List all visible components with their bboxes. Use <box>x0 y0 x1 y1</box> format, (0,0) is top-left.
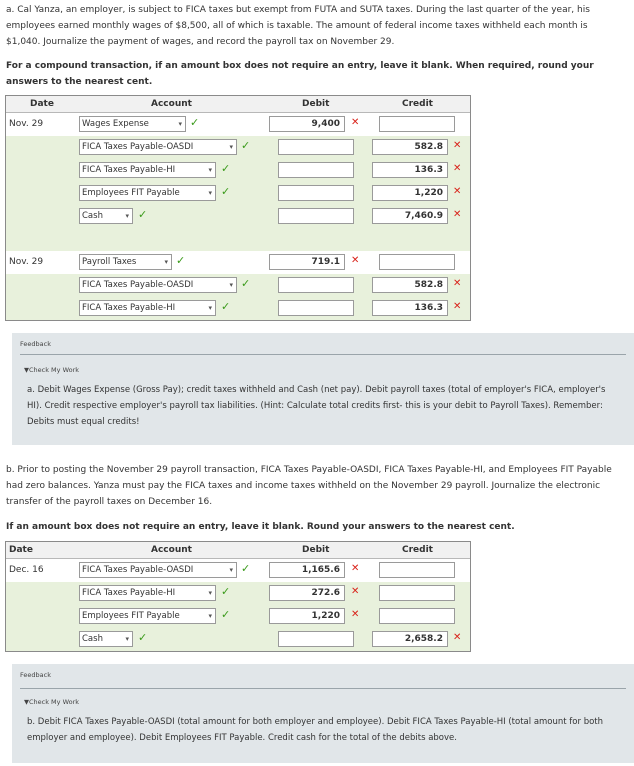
wrong-icon: ✕ <box>453 186 462 197</box>
row-date: Nov. 29 <box>9 119 44 129</box>
header-date: Date <box>30 99 54 109</box>
debit-input[interactable] <box>278 208 354 224</box>
debit-input[interactable] <box>278 162 354 178</box>
chevron-down-icon: ▾ <box>229 143 233 151</box>
wrong-icon: ✕ <box>351 563 360 574</box>
table-row <box>6 251 470 274</box>
check-my-work-toggle[interactable]: ▼Check My Work <box>24 698 80 706</box>
table-row-blank <box>6 228 470 251</box>
feedback-text: b. Debit FICA Taxes Payable-OASDI (total amount for both employer and employee). Debit FICA Taxes Payable-HI (total amount for both employer and employee). Debit Employees FIT Payable. Credit cash for the total of the debits above. <box>27 717 604 743</box>
feedback-title: Feedback <box>20 671 51 679</box>
credit-input[interactable]: 582.8 <box>372 277 448 293</box>
check-icon: ✓ <box>221 162 231 175</box>
wrong-icon: ✕ <box>453 301 462 312</box>
journal-table-a <box>5 95 471 321</box>
divider <box>20 688 626 689</box>
wrong-icon: ✕ <box>453 140 462 151</box>
wrong-icon: ✕ <box>453 278 462 289</box>
account-value: FICA Taxes Payable-OASDI <box>82 280 194 290</box>
row-date: Dec. 16 <box>9 565 44 575</box>
table-row <box>6 274 470 297</box>
account-value: Cash <box>82 211 103 221</box>
account-value: FICA Taxes Payable-OASDI <box>82 565 194 575</box>
credit-input[interactable]: 136.3 <box>372 300 448 316</box>
account-select[interactable] <box>79 139 237 155</box>
wrong-icon: ✕ <box>351 255 360 266</box>
debit-input[interactable] <box>278 185 354 201</box>
table-header <box>6 96 470 113</box>
table-header <box>6 542 470 559</box>
check-icon: ✓ <box>241 139 251 152</box>
debit-input[interactable]: 1,220 <box>269 608 345 624</box>
debit-input[interactable] <box>278 139 354 155</box>
credit-input[interactable] <box>379 254 455 270</box>
header-date: Date <box>9 545 33 555</box>
header-account: Account <box>151 545 192 555</box>
account-value: Employees FIT Payable <box>82 611 180 621</box>
debit-input[interactable]: 719.1 <box>269 254 345 270</box>
credit-input[interactable]: 7,460.9 <box>372 208 448 224</box>
part-b-instruction: If an amount box does not require an entry, leave it blank. Round your answers to the nearest cent. <box>6 522 515 532</box>
account-select[interactable] <box>79 254 172 270</box>
debit-input[interactable] <box>278 631 354 647</box>
debit-input[interactable]: 9,400 <box>269 116 345 132</box>
chevron-down-icon: ▾ <box>178 120 182 128</box>
wrong-icon: ✕ <box>453 209 462 220</box>
feedback-title: Feedback <box>20 340 51 348</box>
header-debit: Debit <box>302 99 330 109</box>
chevron-down-icon: ▾ <box>125 635 129 643</box>
part-a-instruction: For a compound transaction, if an amount box does not require an entry, leave it blank. When required, round your answers to the nearest cent. <box>6 61 594 87</box>
chevron-down-icon: ▾ <box>229 566 233 574</box>
wrong-icon: ✕ <box>453 163 462 174</box>
part-a-intro: a. Cal Yanza, an employer, is subject to FICA taxes but exempt from FUTA and SUTA taxes. During the last quarter of the year, his employees earned monthly wages of $8,500, all of which is taxable. The amount of federal income taxes withheld each month is $1,040. Journalize the payment of wages, and record the payroll tax on November 29. <box>6 5 590 47</box>
table-row <box>6 113 470 136</box>
check-icon: ✓ <box>221 585 231 598</box>
wrong-icon: ✕ <box>453 632 462 643</box>
account-select[interactable] <box>79 631 133 647</box>
account-value: FICA Taxes Payable-OASDI <box>82 142 194 152</box>
journal-table-b <box>5 541 471 652</box>
feedback-text: a. Debit Wages Expense (Gross Pay); credit taxes withheld and Cash (net pay). Debit payroll taxes (total of employer's FICA, employer's HI). Credit respective employer's payroll tax liabilities. (Hint: Calculate total credits first- this is your debit to Payroll Taxes). Remember: Debits must equal credits! <box>27 385 606 427</box>
chevron-down-icon: ▾ <box>208 589 212 597</box>
check-icon: ✓ <box>221 300 231 313</box>
account-select[interactable] <box>79 162 216 178</box>
header-credit: Credit <box>402 99 433 109</box>
credit-input[interactable]: 2,658.2 <box>372 631 448 647</box>
check-icon: ✓ <box>241 562 251 575</box>
chevron-down-icon: ▾ <box>208 304 212 312</box>
account-select[interactable] <box>79 562 237 578</box>
header-credit: Credit <box>402 545 433 555</box>
table-row <box>6 182 470 205</box>
account-select[interactable] <box>79 185 216 201</box>
debit-input[interactable] <box>278 277 354 293</box>
check-my-work-label: Check My Work <box>29 366 80 374</box>
chevron-down-icon: ▾ <box>125 212 129 220</box>
wrong-icon: ✕ <box>351 586 360 597</box>
account-value: FICA Taxes Payable-HI <box>82 165 176 175</box>
credit-input[interactable]: 582.8 <box>372 139 448 155</box>
table-row <box>6 605 470 628</box>
chevron-down-icon: ▾ <box>208 189 212 197</box>
credit-input[interactable] <box>379 608 455 624</box>
check-icon: ✓ <box>221 608 231 621</box>
wrong-icon: ✕ <box>351 117 360 128</box>
header-account: Account <box>151 99 192 109</box>
header-debit: Debit <box>302 545 330 555</box>
credit-input[interactable] <box>379 562 455 578</box>
check-icon: ✓ <box>241 277 251 290</box>
debit-input[interactable]: 1,165.6 <box>269 562 345 578</box>
credit-input[interactable]: 1,220 <box>372 185 448 201</box>
chevron-down-icon: ▾ <box>208 166 212 174</box>
check-my-work-label: Check My Work <box>29 698 80 706</box>
row-date: Nov. 29 <box>9 257 44 267</box>
account-select[interactable] <box>79 608 216 624</box>
table-row <box>6 297 470 320</box>
feedback-panel-b <box>12 664 634 763</box>
table-row <box>6 628 470 651</box>
account-value: Employees FIT Payable <box>82 188 180 198</box>
check-icon: ✓ <box>138 631 148 644</box>
account-value: Wages Expense <box>82 119 149 129</box>
account-value: FICA Taxes Payable-HI <box>82 303 176 313</box>
table-row <box>6 582 470 605</box>
divider <box>20 354 626 355</box>
check-icon: ✓ <box>138 208 148 221</box>
feedback-panel-a <box>12 333 634 445</box>
account-select[interactable] <box>79 300 216 316</box>
check-icon: ✓ <box>190 116 200 129</box>
chevron-down-icon: ▾ <box>229 281 233 289</box>
credit-input[interactable]: 136.3 <box>372 162 448 178</box>
credit-input[interactable] <box>379 116 455 132</box>
check-icon: ✓ <box>176 254 186 267</box>
table-row <box>6 136 470 159</box>
chevron-down-icon: ▾ <box>164 258 168 266</box>
wrong-icon: ✕ <box>351 609 360 620</box>
account-value: Cash <box>82 634 103 644</box>
debit-input[interactable] <box>278 300 354 316</box>
account-select[interactable] <box>79 585 216 601</box>
account-value: Payroll Taxes <box>82 257 137 267</box>
account-value: FICA Taxes Payable-HI <box>82 588 176 598</box>
account-select[interactable] <box>79 116 186 132</box>
credit-input[interactable] <box>379 585 455 601</box>
account-select[interactable] <box>79 277 237 293</box>
chevron-down-icon: ▾ <box>208 612 212 620</box>
table-row <box>6 205 470 228</box>
table-row <box>6 159 470 182</box>
debit-input[interactable]: 272.6 <box>269 585 345 601</box>
account-select[interactable] <box>79 208 133 224</box>
check-icon: ✓ <box>221 185 231 198</box>
table-row <box>6 559 470 582</box>
check-my-work-toggle[interactable]: ▼Check My Work <box>24 366 80 374</box>
part-b-intro: b. Prior to posting the November 29 payroll transaction, FICA Taxes Payable-OASDI, FICA Taxes Payable-HI, and Employees FIT Payable had zero balances. Yanza must pay the FICA taxes and income taxes withheld on the November 29 payroll. Journalize the electronic transfer of the payroll taxes on December 16. <box>6 465 612 507</box>
